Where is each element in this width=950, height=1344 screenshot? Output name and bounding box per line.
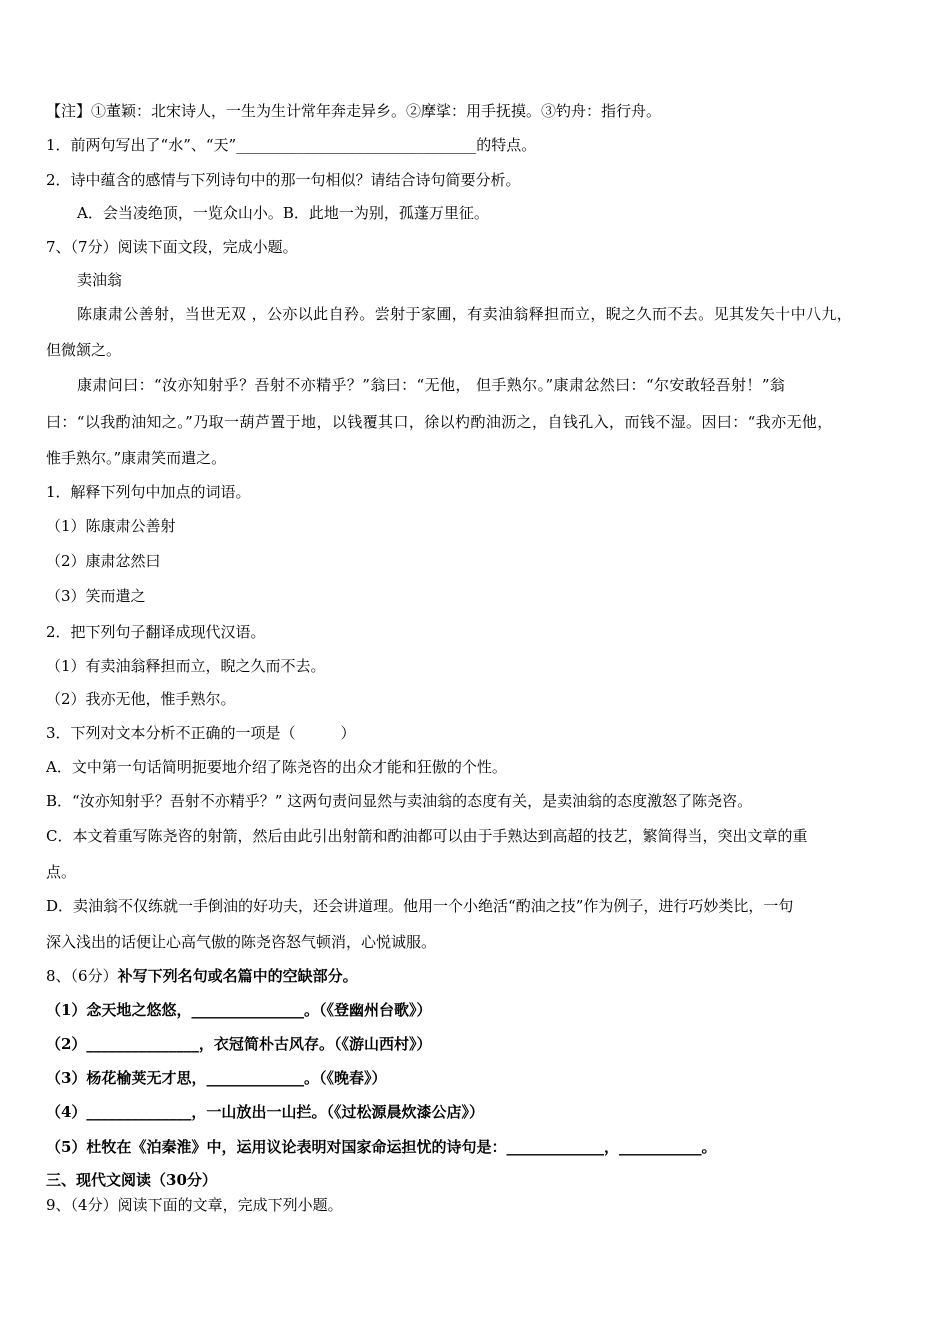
q6-item-1: 1．前两句写出了“水”、“天”________________________________的特点。 bbox=[46, 136, 537, 154]
q7-option-b: B．“汝亦知射乎？吾射不亦精乎？” 这两句责问显然与卖油翁的态度有关，是卖油翁的态度激怒了陈尧咨。 bbox=[46, 792, 753, 810]
q7-option-d-line1: D．卖油翁不仅练就一手倒油的好功夫，还会讲道理。他用一个小绝活“酌油之技”作为例子，进行巧妙类比，一句 bbox=[46, 897, 794, 915]
q8-item-1: （1）念天地之悠悠，_______________。（《登幽州台歌》） bbox=[46, 1001, 432, 1019]
q6-options: A．会当凌绝顶，一览众山小。B．此地一为别，孤蓬万里征。 bbox=[77, 204, 489, 222]
q8-item-3: （3）杨花榆荚无才思，_____________。（《晚春》） bbox=[46, 1069, 387, 1087]
passage-para2-line2: 曰：“以我酌油知之。”乃取一葫芦置于地，以钱覆其口，徐以杓酌油沥之，自钱孔入，而钱不湿。因曰：“我亦无他， bbox=[46, 413, 833, 431]
q6-item-2: 2．诗中蕴含的感情与下列诗句中的那一句相似？请结合诗句简要分析。 bbox=[46, 171, 521, 189]
q9-header: 9、（4分）阅读下面的文章，完成下列小题。 bbox=[46, 1196, 343, 1214]
q8-header bbox=[46, 966, 358, 986]
q8-item-2: （2）_______________，衣冠简朴古风存。（《游山西村》） bbox=[46, 1035, 432, 1053]
poem-note: 【注】①董颖：北宋诗人，一生为生计常年奔走异乡。②摩挲：用手抚摸。③钓舟：指行舟。 bbox=[46, 102, 662, 120]
passage-para1-line2: 但微颔之。 bbox=[46, 341, 122, 359]
q7-header: 7、（7分）阅读下面文段，完成小题。 bbox=[46, 238, 298, 256]
q7-option-d-line2: 深入浅出的话便让心高气傲的陈尧咨怒气顿消，心悦诚服。 bbox=[46, 933, 437, 951]
passage-title: 卖油翁 bbox=[77, 271, 123, 289]
q7-sub2-a: （1）有卖油翁释担而立，睨之久而不去。 bbox=[46, 657, 326, 675]
q7-option-c-line1: C．本文着重写陈尧咨的射箭，然后由此引出射箭和酌油都可以由于手熟达到高超的技艺，繁简得当，突出文章的重 bbox=[46, 827, 808, 845]
passage-para2-line3: 惟手熟尔。”康肃笑而遣之。 bbox=[46, 449, 227, 467]
q7-sub1-a: （1）陈康肃公善射 bbox=[46, 517, 176, 535]
q8-item-5: （5）杜牧在《泊秦淮》中，运用议论表明对国家命运担忧的诗句是：_____________，___________。 bbox=[46, 1138, 717, 1156]
q7-option-a: A．文中第一句话简明扼要地介绍了陈尧咨的出众才能和狂傲的个性。 bbox=[46, 758, 507, 776]
q7-option-c-line2: 点。 bbox=[46, 863, 77, 881]
q8-item-4: （4）______________，一山放出一山拦。（《过松源晨炊漆公店》） bbox=[46, 1103, 484, 1121]
q7-sub1-b: （2）康肃忿然曰 bbox=[46, 552, 161, 570]
q8-header-instruction: 补写下列名句或名篇中的空缺部分。 bbox=[117, 967, 358, 985]
passage-para1-line1: 陈康肃公善射，当世无双 ，公亦以此自矜。尝射于家圃，有卖油翁释担而立，睨之久而不去。见其发矢十中八九， bbox=[77, 305, 853, 323]
q8-header-prefix: 8、（6分） bbox=[46, 967, 118, 985]
q7-sub2: 2．把下列句子翻译成现代汉语。 bbox=[46, 623, 266, 641]
q7-sub1: 1．解释下列句中加点的词语。 bbox=[46, 483, 251, 501]
q7-sub1-c: （3）笑而遣之 bbox=[46, 587, 146, 605]
q7-sub3: 3．下列对文本分析不正确的一项是（ ） bbox=[46, 724, 356, 742]
section-heading: 三、现代文阅读（30分） bbox=[46, 1171, 217, 1189]
passage-para2-line1: 康肃问曰：“汝亦知射乎？吾射不亦精乎？”翁曰：“无他， 但手熟尔。”康肃忿然曰：“尔安敢轻吾射！”翁 bbox=[77, 376, 786, 394]
q7-sub2-b: （2）我亦无他，惟手熟尔。 bbox=[46, 690, 236, 708]
